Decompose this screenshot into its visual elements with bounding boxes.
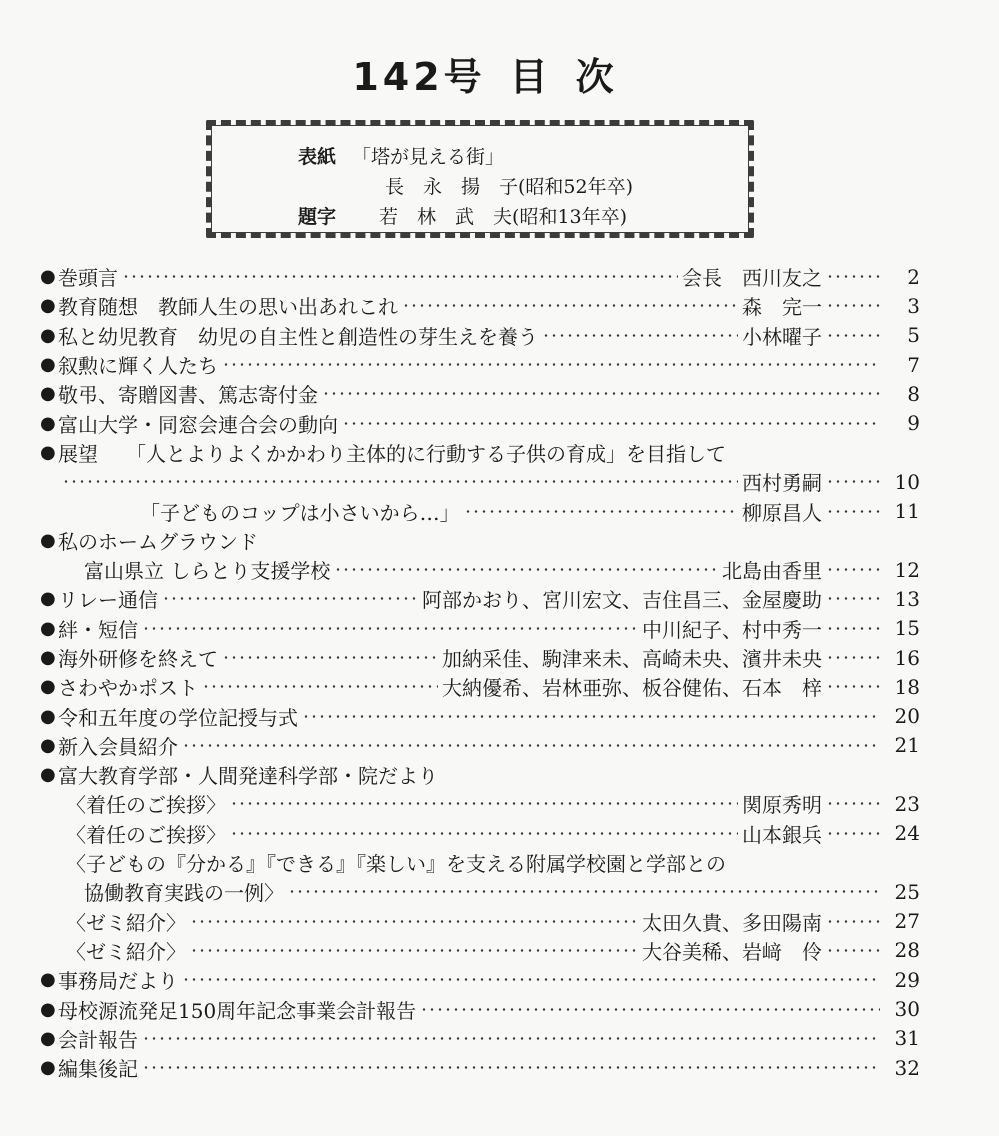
page-number: 15 [894,616,920,641]
toc-entry-continuation[interactable] [40,877,920,906]
entry-title: 母校源流発足150周年記念事業会計報告 [58,998,417,1023]
page-number: 21 [894,733,920,758]
page-number: 5 [907,323,920,348]
page-number: 2 [907,264,920,289]
leader-dots [334,568,718,571]
bullet-icon: ● [40,324,56,346]
entry-author: 関原秀明 [742,793,822,818]
bullet-icon: ● [40,529,56,551]
leader-dots [222,363,880,366]
toc-entry[interactable] [40,819,920,848]
cover-artist-note: (昭和52年卒) [518,176,634,198]
toc-entry[interactable] [40,936,920,965]
leader-dots [826,568,880,571]
entry-author: 太田久貴、多田陽南 [642,910,822,935]
page-number: 25 [894,879,920,904]
entry-title: 会計報告 [58,1027,138,1052]
leader-dots [826,656,880,659]
entry-title: 〈着任のご挨拶〉 [66,822,226,847]
bullet-icon: ● [40,676,56,698]
toc-entry[interactable] [40,350,920,379]
toc-entry[interactable] [40,408,920,437]
leader-dots [322,392,880,395]
cover-artist: 長 永 揚 子 [385,176,519,198]
leader-dots [142,1037,880,1040]
toc-entry[interactable] [40,907,920,936]
leader-dots [202,685,438,688]
bullet-icon: ● [40,998,56,1020]
leader-dots [230,832,738,835]
entry-title: リレー通信 [58,588,158,613]
entry-title: 事務局だより [58,969,178,994]
calligraphy-note: (昭和13年卒) [512,206,628,228]
leader-dots [162,597,418,600]
entry-title-a: 私と幼児教育 [58,324,178,349]
entry-author: 中川紀子、村中秀一 [642,617,822,642]
entry-author: 小林曜子 [742,324,822,349]
page-number: 31 [894,1026,920,1051]
toc-entry[interactable] [40,848,920,877]
leader-dots [182,744,880,747]
entry-subtitle: 富山県立 しらとり支援学校 [84,559,331,584]
bullet-icon: ● [40,969,56,991]
page-number: 10 [894,469,920,494]
leader-dots [826,510,880,513]
leader-dots [122,275,678,278]
cover-label: 表紙 [298,146,337,168]
entry-title: 〈ゼミ紹介〉 [66,910,186,935]
cover-title: 「塔が見える街」 [352,146,505,168]
entry-author: 柳原昌人 [742,500,822,525]
page-number: 13 [894,586,920,611]
page-number: 11 [894,499,920,524]
bullet-icon: ● [40,266,56,288]
bullet-icon: ● [40,354,56,376]
calligraphy-line [298,202,627,229]
page-number: 7 [907,352,920,377]
toc-entry[interactable] [40,701,920,730]
toc-entry[interactable] [40,526,920,555]
entry-title-b: 教師人生の思い出あれこれ [158,295,398,320]
entry-title: 編集後記 [58,1057,138,1082]
toc-entry[interactable] [40,965,920,994]
bullet-icon: ● [40,588,56,610]
leader-dots [190,949,638,952]
leader-dots [542,334,738,337]
entry-author: 大谷美稀、岩﨑 伶 [642,939,822,964]
leader-dots [826,275,880,278]
page-number: 23 [894,791,920,816]
entry-author: 会長 西川友之 [682,266,822,291]
entry-title-b: 幼児の自主性と創造性の芽生えを養う [198,324,538,349]
toc-entry[interactable] [40,438,920,467]
page-number: 3 [907,293,920,318]
calligraphy-artist: 若 林 武 夫 [379,206,513,228]
page-number: 27 [894,909,920,934]
entry-author: 加納采佳、駒津来未、高崎未央、濱井未央 [442,647,822,671]
entry-title-a: 展望 [58,441,98,466]
entry-title: 令和五年度の学位記授与式 [58,705,298,730]
leader-dots [190,920,638,923]
leader-dots [826,802,880,805]
toc-entry[interactable] [40,994,920,1023]
leader-dots [420,1008,880,1011]
leader-dots [142,1066,880,1069]
page-number: 28 [894,938,920,963]
bullet-icon: ● [40,617,56,639]
page-number: 29 [894,967,920,992]
entry-title-line2: 協働教育実践の一例〉 [84,881,284,906]
bullet-icon: ● [40,734,56,756]
toc-entry[interactable] [40,789,920,818]
entry-title-line1: 〈子どもの『分かる』『できる』『楽しい』を支える附属学校園と学部との [66,852,726,877]
table-of-contents [40,262,920,1082]
leader-dots [826,597,880,600]
page-number: 18 [894,674,920,699]
toc-entry[interactable] [40,1024,920,1053]
toc-entry[interactable] [40,496,920,525]
entry-author: 北島由香里 [722,559,822,584]
leader-dots [826,334,880,337]
entry-title: 敬弔、寄贈図書、篤志寄付金 [58,383,318,408]
leader-dots [464,510,738,513]
leader-dots [182,978,880,981]
title-word-2: 次 [575,55,618,99]
leader-dots [62,480,738,483]
entry-title: 富山大学・同窓会連合会の動向 [58,412,338,437]
toc-section-heading[interactable] [40,760,920,789]
bullet-icon: ● [40,764,56,786]
bullet-icon: ● [40,383,56,405]
toc-entry[interactable] [40,262,920,291]
page-number: 12 [894,557,920,582]
entry-title: 叙勲に輝く人たち [58,354,218,379]
leader-dots [142,627,638,630]
entry-title: 絆・短信 [58,617,138,642]
entry-title: 私のホームグラウンド [58,529,258,554]
cover-artist-line [385,172,633,199]
page-number: 32 [894,1055,920,1080]
page-number: 30 [894,997,920,1022]
bullet-icon: ● [40,647,56,668]
toc-entry[interactable] [40,379,920,408]
toc-entry[interactable] [40,1053,920,1082]
toc-entry-continuation[interactable] [40,467,920,496]
page-title [0,46,970,101]
leader-dots [230,802,738,805]
entry-title: 〈着任のご挨拶〉 [66,793,226,818]
bullet-icon: ● [40,412,56,434]
toc-entry[interactable] [40,672,920,701]
entry-title: 〈ゼミ紹介〉 [66,939,186,964]
entry-title: 巻頭言 [58,266,118,291]
toc-entry[interactable] [40,643,920,672]
leader-dots [826,832,880,835]
bullet-icon: ● [40,705,56,727]
toc-entry[interactable] [40,614,920,643]
leader-dots [826,480,880,483]
page-number: 20 [894,704,920,729]
entry-title: 新入会員紹介 [58,734,178,759]
leader-dots [342,422,880,425]
leader-dots [826,627,880,630]
cover-line [298,142,504,169]
leader-dots [402,304,738,307]
toc-entry[interactable] [40,321,920,350]
entry-author: 山本銀兵 [742,822,822,847]
entry-title: 「子どものコップは小さいから…」 [140,500,460,525]
entry-author: 大納優希、岩林亜弥、板谷健佑、石本 梓 [442,676,822,701]
title-word-1: 目 [509,55,552,99]
leader-dots [288,890,880,893]
entry-author: 西村勇嗣 [742,471,822,496]
entry-title: 富大教育学部・人間発達科学部・院だより [58,764,438,789]
toc-entry[interactable] [40,584,920,613]
bullet-icon: ● [40,1027,56,1049]
page-number: 8 [907,381,920,406]
toc-entry[interactable] [40,291,920,320]
page-number: 9 [907,411,920,436]
entry-title-b: 「人とよりよくかかわり主体的に行動する子供の育成」を目指して [126,441,726,466]
entry-title: 海外研修を終えて [58,647,218,671]
leader-dots [826,685,880,688]
toc-entry[interactable] [40,731,920,760]
bullet-icon: ● [40,295,56,317]
leader-dots [826,920,880,923]
leader-dots [826,304,880,307]
entry-title-a: 教育随想 [58,295,138,320]
issue-number: 142号 [352,55,486,99]
toc-entry-continuation[interactable] [40,555,920,584]
bullet-icon: ● [40,441,56,463]
entry-title: さわやかポスト [58,676,198,701]
entry-author: 阿部かおり、宮川宏文、吉住昌三、金屋慶助 [422,588,822,613]
leader-dots [222,656,438,659]
calligraphy-label: 題字 [298,206,337,228]
bullet-icon: ● [40,1057,56,1079]
leader-dots [302,715,880,718]
page-number: 16 [894,645,920,670]
entry-author: 森 完一 [742,295,822,320]
page-number: 24 [894,821,920,846]
leader-dots [826,949,880,952]
